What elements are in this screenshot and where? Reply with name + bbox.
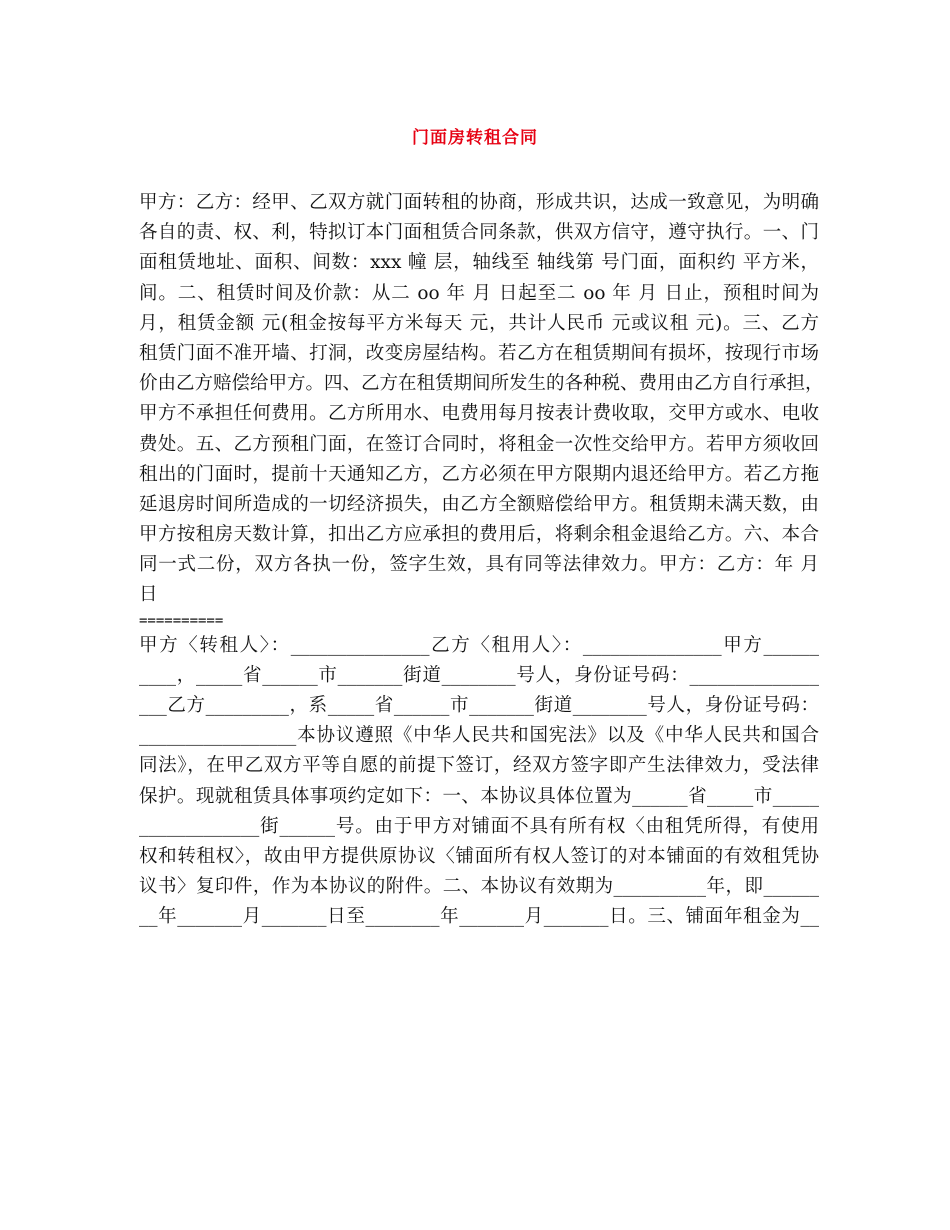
paragraph-line: __年_______月_______日至________年_______月_______日。三、铺面年租金为__	[139, 906, 819, 928]
paragraph-line: 价由乙方赔偿给甲方。四、乙方在租赁期间所发生的各种税、费用由乙方自行承担，	[139, 373, 824, 395]
paragraph-line: 月，租赁金额 元(租金按每平方米每天 元，共计人民币 元或议租 元)。三、乙方	[139, 312, 819, 334]
paragraph-line: 租赁门面不准开墙、打洞，改变房屋结构。若乙方在租赁期间有损坏，按现行市场	[139, 342, 819, 364]
paragraph-line: 甲方〈转租人〉：_______________乙方〈租用人〉：_______________甲方______	[139, 634, 819, 656]
paragraph-line: ____，_____省______市_______街道________号人，身份证号码：______________	[139, 664, 819, 686]
paragraph-line: _________________本协议遵照《中华人民共和国宪法》以及《中华人民共和国合	[139, 725, 819, 747]
document-title: 门面房转租合同	[412, 128, 538, 148]
paragraph-line: 议书〉复印件，作为本协议的附件。二、本协议有效期为__________年，即______	[139, 876, 819, 898]
paragraph-line: 保护。现就租赁具体事项约定如下：一、本协议具体位置为______省_____市_____	[139, 785, 819, 807]
paragraph-line: 面租赁地址、面积、间数：xxx 幢 层，轴线至 轴线第 号门面，面积约 平方米，	[139, 252, 819, 274]
paragraph-line: 费处。五、乙方预租门面，在签订合同时，将租金一次性交给甲方。若甲方须收回	[139, 433, 819, 455]
paragraph-line: 甲方按租房天数计算，扣出乙方应承担的费用后，将剩余租金退给乙方。六、本合	[139, 524, 819, 546]
paragraph-line: 同一式二份，双方各执一份，签字生效，具有同等法律效力。甲方：乙方：年 月	[139, 554, 819, 576]
paragraph-line: 各自的责、权、利，特拟订本门面租赁合同条款，供双方信守，遵守执行。一、门	[139, 222, 819, 244]
paragraph-line: 延退房时间所造成的一切经济损失，由乙方全额赔偿给甲方。租赁期未满天数，由	[139, 493, 819, 515]
paragraph-line-last: 日	[139, 584, 158, 606]
paragraph-line: 甲方：乙方：经甲、乙双方就门面转租的协商，形成共识，达成一致意见，为明确	[139, 192, 819, 213]
section-divider: ==========	[139, 612, 224, 629]
document-body	[139, 188, 824, 933]
paragraph-line: 权和转租权〉，故由甲方提供原协议〈铺面所有权人签订的对本铺面的有效租凭协	[139, 845, 819, 867]
paragraph-line: 同法》，在甲乙双方平等自愿的前提下签订，经双方签字即产生法律效力，受法律	[139, 755, 819, 777]
paragraph-line: 租出的门面时，提前十天通知乙方，乙方必须在甲方限期内退还给甲方。若乙方拖	[139, 463, 819, 485]
paragraph-line: _____________街______号。由于甲方对铺面不具有所有权〈由租凭所得，有使用	[139, 815, 819, 837]
paragraph-line: 间。二、租赁时间及价款：从二 oo 年 月 日起至二 oo 年 月 日止，预租时间为	[139, 282, 819, 304]
paragraph-line: ___乙方_________，系_____省______市_______街道________号人，身份证号码：	[139, 695, 819, 716]
paragraph-line: 甲方不承担任何费用。乙方所用水、电费用每月按表计费收取，交甲方或水、电收	[139, 403, 819, 425]
